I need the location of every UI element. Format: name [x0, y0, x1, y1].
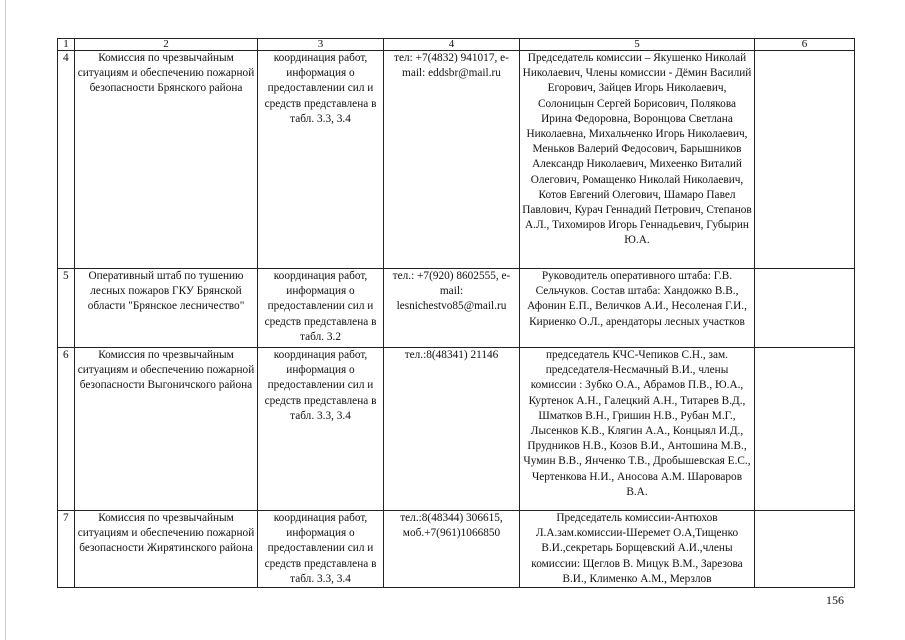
note-cell [755, 269, 855, 348]
header-cell: 5 [520, 39, 755, 51]
document-table [57, 38, 855, 588]
members-cell: председатель КЧС-Чепиков С.Н., зам. председателя-Несмачный В.И., члены комиссии : Зубко О.А., Абрамов П.В., Ю.А., Куртенок А.Н., Галецкий А.Н., Титарев В.Д., Шматков В.Н., Гришин Н.В., Рубан М.Г., Лысенков К.В., Клягин А.А., Концыял И.Д., Прудников Н.В., Козов В.И., Антошина М.В., Чумин В.В., Янченко Т.В., Дробышевская Е.С., Чертенкова Н.И., Аносова А.М. Шароваров В.А. [520, 348, 755, 511]
members-cell: Руководитель оперативного штаба: Г.В. Сельчуков. Состав штаба: Хандожко В.В., Афонин Е.П., Величков А.И., Несоленая Г.И., Кириенко О.Л., арендаторы лесных участков [520, 269, 755, 348]
contacts-cell: тел: +7(4832) 941017, e-mail: eddsbr@mail.ru [384, 51, 520, 269]
table-row [58, 269, 855, 348]
note-cell [755, 348, 855, 511]
note-cell [755, 51, 855, 269]
table-row [58, 511, 855, 588]
header-cell: 4 [384, 39, 520, 51]
organization-cell: Комиссия по чрезвычайным ситуациям и обеспечению пожарной безопасности Выгоничского района [75, 348, 258, 511]
table-header-row [58, 39, 855, 51]
header-cell: 3 [258, 39, 384, 51]
organization-cell: Комиссия по чрезвычайным ситуациям и обеспечению пожарной безопасности Брянского района [75, 51, 258, 269]
header-cell: 6 [755, 39, 855, 51]
members-cell: Председатель комиссии – Якушенко Николай Николаевич, Члены комиссии - Дёмин Василий Егорович, Зайцев Игорь Николаевич, Солоницын Сергей Борисович, Полякова Ирина Федоровна, Воронцова Светлана Николаевна, Михальченко Игорь Николаевич, Меньков Валерий Федосович, Барышников Александр Николаевич, Михеенко Виталий Олегович, Ромащенко Николай Николаевич, Котов Евгений Олегович, Шамаро Павел Павлович, Курач Геннадий Петрович, Степанов А.Л., Тихомиров Игорь Геннадьевич, Губырин Ю.А. [520, 51, 755, 269]
scan-edge-line [5, 0, 6, 640]
header-cell: 2 [75, 39, 258, 51]
contacts-cell: тел.: +7(920) 8602555, e-mail: lesnichestvo85@mail.ru [384, 269, 520, 348]
task-cell: координация работ, информация о предоставлении сил и средств представлена в табл. 3.3, 3.4 [258, 51, 384, 269]
organization-cell: Оперативный штаб по тушению лесных пожаров ГКУ Брянской области "Брянское лесничество" [75, 269, 258, 348]
note-cell [755, 511, 855, 588]
header-cell: 1 [58, 39, 75, 51]
task-cell: координация работ, информация о предоставлении сил и средств представлена в табл. 3.3, 3.4 [258, 511, 384, 588]
members-cell: Председатель комиссии-Антюхов Л.А.зам.комиссии-Шеремет О.А,Тищенко В.И.,секретарь Борщевский А.И.,члены комиссии: Щеглов В. Мицук В.М., Зарезова В.И., Клименко А.М., Мерзлов [520, 511, 755, 588]
page-number: 156 [826, 593, 844, 607]
task-cell: координация работ, информация о предоставлении сил и средств представлена в табл. 3.3, 3.4 [258, 348, 384, 511]
table-row [58, 51, 855, 269]
row-number: 5 [58, 269, 75, 348]
table-row [58, 348, 855, 511]
contacts-cell: тел.:8(48344) 306615, моб.+7(961)1066850 [384, 511, 520, 588]
row-number: 4 [58, 51, 75, 269]
row-number: 7 [58, 511, 75, 588]
contacts-cell: тел.:8(48341) 21146 [384, 348, 520, 511]
row-number: 6 [58, 348, 75, 511]
task-cell: координация работ, информация о предоставлении сил и средств представлена в табл. 3.2 [258, 269, 384, 348]
organization-cell: Комиссия по чрезвычайным ситуациям и обеспечению пожарной безопасности Жирятинского района [75, 511, 258, 588]
